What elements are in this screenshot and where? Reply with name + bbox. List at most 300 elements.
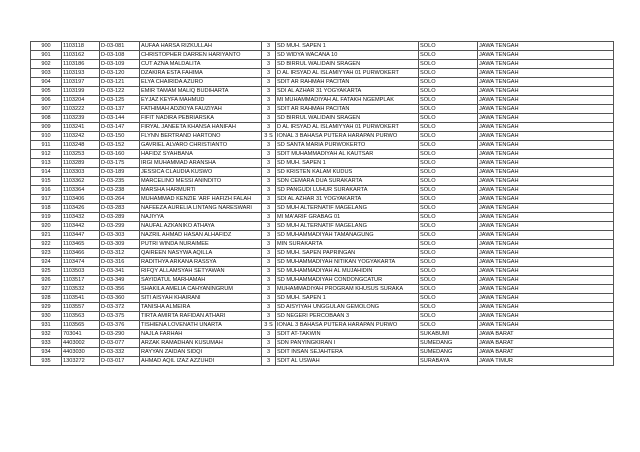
participant-code-cell: D-03-332	[100, 348, 140, 357]
table-row	[31, 204, 614, 213]
table-row	[31, 330, 614, 339]
participant-id-cell: 1103563	[62, 312, 100, 321]
city-cell: SOLO	[419, 42, 478, 51]
table-row	[31, 168, 614, 177]
school-name-cell: SDI AL AZHAR 31 YOGYAKARTA	[276, 87, 419, 96]
participant-id-cell: 1103193	[62, 69, 100, 78]
participant-code-cell: D-03-160	[100, 150, 140, 159]
grade-cell: 3	[262, 96, 276, 105]
row-number-cell: 900	[31, 42, 62, 51]
table-row	[31, 339, 614, 348]
school-name-cell: SDN CEMARA DUA SURAKARTA	[276, 177, 419, 186]
school-name-cell: SDIT AL USWAH	[276, 357, 419, 366]
student-name-cell: RADITHYA ARKANA RASSYA	[140, 258, 262, 267]
participant-code-cell: D-03-375	[100, 312, 140, 321]
province-cell: JAWA TENGAH	[478, 312, 614, 321]
participant-code-cell: D-03-081	[100, 42, 140, 51]
student-name-cell: NAJLA FARHAH	[140, 330, 262, 339]
grade-cell: 3	[262, 231, 276, 240]
student-name-cell: ELYA CHAIRIDA AZURO	[140, 78, 262, 87]
participant-code-cell: D-03-189	[100, 168, 140, 177]
table-row	[31, 195, 614, 204]
student-name-cell: FIFIT NADIRA PEBRIARSKA	[140, 114, 262, 123]
province-cell: JAWA TENGAH	[478, 87, 614, 96]
province-cell: JAWA TENGAH	[478, 249, 614, 258]
table-row	[31, 141, 614, 150]
province-cell: JAWA TENGAH	[478, 42, 614, 51]
city-cell: SURABAYA	[419, 357, 478, 366]
province-cell: JAWA TIMUR	[478, 357, 614, 366]
table-row	[31, 78, 614, 87]
province-cell: JAWA TENGAH	[478, 213, 614, 222]
student-name-cell: RAYYAN ZAIDAN SIDQI	[140, 348, 262, 357]
province-cell: JAWA TENGAH	[478, 285, 614, 294]
row-number-cell: 929	[31, 303, 62, 312]
city-cell: SOLO	[419, 177, 478, 186]
table-row	[31, 249, 614, 258]
grade-cell: 3	[262, 348, 276, 357]
province-cell: JAWA TENGAH	[478, 168, 614, 177]
participant-id-cell: 1103447	[62, 231, 100, 240]
grade-cell: 3	[262, 258, 276, 267]
row-number-cell: 915	[31, 177, 62, 186]
grade-cell: 3	[262, 141, 276, 150]
province-cell: JAWA TENGAH	[478, 231, 614, 240]
province-cell: JAWA TENGAH	[478, 96, 614, 105]
row-number-cell: 903	[31, 69, 62, 78]
student-name-cell: QAIREEN NASYWA AQILLA	[140, 249, 262, 258]
school-name-cell: SD MUH. SAPEN 1	[276, 42, 419, 51]
row-number-cell: 922	[31, 240, 62, 249]
city-cell: SUKABUMI	[419, 330, 478, 339]
row-number-cell: 932	[31, 330, 62, 339]
participant-code-cell: D-03-144	[100, 114, 140, 123]
table-row	[31, 348, 614, 357]
participant-code-cell: D-03-283	[100, 204, 140, 213]
student-name-cell: DZAKIRA ESTA FAHIMA	[140, 69, 262, 78]
participant-id-cell: 1103241	[62, 123, 100, 132]
city-cell: SOLO	[419, 312, 478, 321]
school-name-cell: SDIT MUHAMMADIYAH AL KAUTSAR	[276, 150, 419, 159]
province-cell: JAWA TENGAH	[478, 321, 614, 330]
participant-code-cell: D-03-108	[100, 51, 140, 60]
student-name-cell: RIFQY ALLAMSYAH SETYAWAN	[140, 267, 262, 276]
table-row	[31, 357, 614, 366]
grade-cell: 3	[262, 294, 276, 303]
table-row	[31, 60, 614, 69]
table-row	[31, 276, 614, 285]
table-row	[31, 231, 614, 240]
participant-id-cell: 1103503	[62, 267, 100, 276]
participant-id-cell: 1103204	[62, 96, 100, 105]
participant-code-cell: D-03-175	[100, 159, 140, 168]
school-name-cell: SD BIRRUL WALIDAIN SRAGEN	[276, 60, 419, 69]
grade-cell: 3	[262, 195, 276, 204]
participant-code-cell: D-03-299	[100, 222, 140, 231]
participant-code-cell: D-03-137	[100, 105, 140, 114]
participant-code-cell: D-03-121	[100, 78, 140, 87]
participant-id-cell: 1103466	[62, 249, 100, 258]
student-name-cell: JESSICA CLAUDIA KUSWO	[140, 168, 262, 177]
participant-code-cell: D-03-289	[100, 213, 140, 222]
student-name-cell: SHAKILA AMELIA CAHYANINGRUM	[140, 285, 262, 294]
row-number-cell: 934	[31, 348, 62, 357]
city-cell: SOLO	[419, 78, 478, 87]
school-name-cell: SDN PANYINGKIRAN I	[276, 339, 419, 348]
city-cell: SOLO	[419, 141, 478, 150]
grade-cell: 3	[262, 168, 276, 177]
grade-cell: 3	[262, 105, 276, 114]
grade-cell: 3 S	[262, 132, 276, 141]
participant-id-cell: 1103532	[62, 285, 100, 294]
participant-code-cell: D-03-238	[100, 186, 140, 195]
city-cell: SOLO	[419, 267, 478, 276]
grade-cell: 3	[262, 339, 276, 348]
student-name-cell: NAUFAL AZKANIKO ATHAYA	[140, 222, 262, 231]
school-name-cell: SDIT AR RAHMAH PACITAN	[276, 105, 419, 114]
student-name-cell: FIRYAL JANEETA KHANSA HANIFAH	[140, 123, 262, 132]
school-name-cell: SD MUHAMMADIYAH CONDONGCATUR	[276, 276, 419, 285]
city-cell: SOLO	[419, 195, 478, 204]
grade-cell: 3	[262, 276, 276, 285]
participant-id-cell: 1103222	[62, 105, 100, 114]
school-name-cell: SD MUH. SAPEN 1	[276, 159, 419, 168]
participant-code-cell: D-03-077	[100, 339, 140, 348]
table-row	[31, 123, 614, 132]
participant-id-cell: 1103474	[62, 258, 100, 267]
province-cell: JAWA TENGAH	[478, 267, 614, 276]
city-cell: SOLO	[419, 258, 478, 267]
school-name-cell: SDIT AR RAHMAH PACITAN	[276, 78, 419, 87]
city-cell: SOLO	[419, 105, 478, 114]
table-body	[31, 42, 614, 366]
city-cell: SOLO	[419, 96, 478, 105]
table-row	[31, 132, 614, 141]
participant-id-cell: 1103364	[62, 186, 100, 195]
grade-cell: 3	[262, 285, 276, 294]
city-cell: SOLO	[419, 231, 478, 240]
participant-id-cell: 1103565	[62, 321, 100, 330]
school-name-cell: MI MUHAMMADIYAH AL FATAKH NGEMPLAK	[276, 96, 419, 105]
school-name-cell: IONAL 3 BAHASA PUTERA HARAPAN PURWO	[276, 321, 419, 330]
table-row	[31, 114, 614, 123]
school-name-cell: SD WIDYA WACANA 10	[276, 51, 419, 60]
table-row	[31, 321, 614, 330]
participant-id-cell: 1103432	[62, 213, 100, 222]
row-number-cell: 918	[31, 204, 62, 213]
student-name-cell: NAZRIL AHMAD HASAN ALHAFIDZ	[140, 231, 262, 240]
participant-id-cell: 4403030	[62, 348, 100, 357]
participant-code-cell: D-03-017	[100, 357, 140, 366]
city-cell: SOLO	[419, 186, 478, 195]
table-row	[31, 285, 614, 294]
participant-id-cell: 1103303	[62, 168, 100, 177]
province-cell: JAWA TENGAH	[478, 195, 614, 204]
school-name-cell: SD PANGUDI LUHUR SURAKARTA	[276, 186, 419, 195]
participant-id-cell: 1103248	[62, 141, 100, 150]
province-cell: JAWA BARAT	[478, 348, 614, 357]
participant-code-cell: D-03-120	[100, 69, 140, 78]
participant-code-cell: D-03-122	[100, 87, 140, 96]
grade-cell: 3	[262, 69, 276, 78]
table-row	[31, 222, 614, 231]
city-cell: SOLO	[419, 87, 478, 96]
student-name-cell: HAFIDZ SYAHBANA	[140, 150, 262, 159]
school-name-cell: MIN SURAKARTA	[276, 240, 419, 249]
city-cell: SUMEDANG	[419, 348, 478, 357]
province-cell: JAWA TENGAH	[478, 294, 614, 303]
participant-id-cell: 1103242	[62, 132, 100, 141]
grade-cell: 3	[262, 204, 276, 213]
province-cell: JAWA TENGAH	[478, 276, 614, 285]
table-row	[31, 159, 614, 168]
city-cell: SOLO	[419, 123, 478, 132]
row-number-cell: 905	[31, 87, 62, 96]
row-number-cell: 931	[31, 321, 62, 330]
city-cell: SOLO	[419, 150, 478, 159]
table-row	[31, 240, 614, 249]
province-cell: JAWA TENGAH	[478, 159, 614, 168]
school-name-cell: SD KRISTEN KALAM KUDUS	[276, 168, 419, 177]
participant-code-cell: D-03-356	[100, 285, 140, 294]
table-row	[31, 294, 614, 303]
participant-id-cell: 1103541	[62, 294, 100, 303]
row-number-cell: 901	[31, 51, 62, 60]
grade-cell: 3	[262, 357, 276, 366]
row-number-cell: 907	[31, 105, 62, 114]
row-number-cell: 902	[31, 60, 62, 69]
student-name-cell: SAYIDATUL MARHAMAH	[140, 276, 262, 285]
participant-code-cell: D-03-360	[100, 294, 140, 303]
grade-cell: 3	[262, 312, 276, 321]
student-name-cell: TIRTA AMIRTA RAFIDAN ATHARI	[140, 312, 262, 321]
student-name-cell: NAJIYYA	[140, 213, 262, 222]
student-name-cell: CUT AZNA MALDALITA	[140, 60, 262, 69]
grade-cell: 3	[262, 159, 276, 168]
grade-cell: 3	[262, 51, 276, 60]
participant-table	[30, 41, 614, 366]
province-cell: JAWA TENGAH	[478, 240, 614, 249]
city-cell: SOLO	[419, 240, 478, 249]
student-name-cell: SITI AISYAH KHAIRANI	[140, 294, 262, 303]
school-name-cell: SD AISYIYAH UNGGULAN GEMOLONG	[276, 303, 419, 312]
grade-cell: 3	[262, 330, 276, 339]
school-name-cell: IONAL 3 BAHASA PUTERA HARAPAN PURWO	[276, 132, 419, 141]
participant-code-cell: D-03-376	[100, 321, 140, 330]
student-name-cell: PUTRI WINDA NURAIMEE	[140, 240, 262, 249]
city-cell: SOLO	[419, 249, 478, 258]
row-number-cell: 920	[31, 222, 62, 231]
row-number-cell: 928	[31, 294, 62, 303]
school-name-cell: SD NEGERI PERCOBAAN 3	[276, 312, 419, 321]
province-cell: JAWA TENGAH	[478, 258, 614, 267]
table-row	[31, 258, 614, 267]
participant-code-cell: D-03-150	[100, 132, 140, 141]
participant-id-cell: 1103442	[62, 222, 100, 231]
row-number-cell: 916	[31, 186, 62, 195]
participant-code-cell: D-03-372	[100, 303, 140, 312]
province-cell: JAWA TENGAH	[478, 69, 614, 78]
province-cell: JAWA TENGAH	[478, 141, 614, 150]
table-row	[31, 42, 614, 51]
city-cell: SOLO	[419, 222, 478, 231]
participant-id-cell: 1103186	[62, 60, 100, 69]
participant-id-cell: 1103517	[62, 276, 100, 285]
school-name-cell: MI MA'ARIF GRABAG 01	[276, 213, 419, 222]
grade-cell: 3 S	[262, 321, 276, 330]
participant-id-cell: 1303272	[62, 357, 100, 366]
school-name-cell: SD BIRRUL WALIDAIN SRAGEN	[276, 114, 419, 123]
table-row	[31, 213, 614, 222]
table-row	[31, 303, 614, 312]
participant-code-cell: D-03-264	[100, 195, 140, 204]
province-cell: JAWA TENGAH	[478, 150, 614, 159]
table-row	[31, 51, 614, 60]
school-name-cell: SD SANTA MARIA PURWOKERTO	[276, 141, 419, 150]
city-cell: SOLO	[419, 285, 478, 294]
participant-code-cell: D-03-235	[100, 177, 140, 186]
row-number-cell: 919	[31, 213, 62, 222]
participant-code-cell: D-03-341	[100, 267, 140, 276]
grade-cell: 3	[262, 78, 276, 87]
student-name-cell: TANISHA ALMEIRA	[140, 303, 262, 312]
participant-id-cell: 1103362	[62, 177, 100, 186]
participant-id-cell: 1103199	[62, 87, 100, 96]
grade-cell: 3	[262, 267, 276, 276]
participant-id-cell: 1103426	[62, 204, 100, 213]
school-name-cell: SDIT AT-TAKWIN	[276, 330, 419, 339]
province-cell: JAWA TENGAH	[478, 114, 614, 123]
participant-code-cell: D-03-147	[100, 123, 140, 132]
province-cell: JAWA TENGAH	[478, 78, 614, 87]
table-row	[31, 105, 614, 114]
row-number-cell: 923	[31, 249, 62, 258]
grade-cell: 3	[262, 114, 276, 123]
province-cell: JAWA TENGAH	[478, 132, 614, 141]
city-cell: SOLO	[419, 321, 478, 330]
table-row	[31, 312, 614, 321]
city-cell: SOLO	[419, 168, 478, 177]
participant-id-cell: 4403002	[62, 339, 100, 348]
row-number-cell: 913	[31, 159, 62, 168]
row-number-cell: 912	[31, 150, 62, 159]
participant-id-cell: 1103197	[62, 78, 100, 87]
row-number-cell: 914	[31, 168, 62, 177]
city-cell: SUMEDANG	[419, 339, 478, 348]
student-name-cell: CHRISTOPHER DARREN HARIYANTO	[140, 51, 262, 60]
city-cell: SOLO	[419, 114, 478, 123]
school-name-cell: SD MUHAMMADIYAH TAMANAGUNG	[276, 231, 419, 240]
province-cell: JAWA TENGAH	[478, 186, 614, 195]
school-name-cell: SD MUHAMMADIYAH NITIKAN YOGYAKARTA	[276, 258, 419, 267]
participant-id-cell: 1103118	[62, 42, 100, 51]
participant-code-cell: D-03-303	[100, 231, 140, 240]
row-number-cell: 926	[31, 276, 62, 285]
grade-cell: 3	[262, 60, 276, 69]
participant-id-cell: 1103239	[62, 114, 100, 123]
table-row	[31, 177, 614, 186]
participant-id-cell: 1103289	[62, 159, 100, 168]
city-cell: SOLO	[419, 294, 478, 303]
table-row	[31, 267, 614, 276]
participant-code-cell: D-03-312	[100, 249, 140, 258]
student-name-cell: AUFAA HARSA RIZKULLAH	[140, 42, 262, 51]
student-name-cell: NAFEEZA AURELIA LINTANG NARESWARI	[140, 204, 262, 213]
city-cell: SOLO	[419, 60, 478, 69]
student-name-cell: MARCELINO MESSI ANINDITO	[140, 177, 262, 186]
grade-cell: 3	[262, 177, 276, 186]
table-row	[31, 96, 614, 105]
grade-cell: 3	[262, 186, 276, 195]
student-name-cell: MUHAMMAD KENZIE 'ARF HAFIZH FALAH	[140, 195, 262, 204]
province-cell: JAWA TENGAH	[478, 303, 614, 312]
participant-code-cell: D-03-152	[100, 141, 140, 150]
student-name-cell: EYJAZ KEYFA MAHMUD	[140, 96, 262, 105]
table-row	[31, 186, 614, 195]
participant-id-cell: 1103253	[62, 150, 100, 159]
student-name-cell: FATHIMAH ADZKIYA FAUZIYAH	[140, 105, 262, 114]
row-number-cell: 930	[31, 312, 62, 321]
student-name-cell: ARZAK RAMADHAN KUSUMAH	[140, 339, 262, 348]
table-row	[31, 150, 614, 159]
row-number-cell: 925	[31, 267, 62, 276]
grade-cell: 3	[262, 240, 276, 249]
student-name-cell: TISHIENA LOVENATH UNARTA	[140, 321, 262, 330]
province-cell: JAWA TENGAH	[478, 123, 614, 132]
student-name-cell: AHMAD AQIL IZAZ AZZUHDI	[140, 357, 262, 366]
city-cell: SOLO	[419, 159, 478, 168]
student-name-cell: IRGI MUHAMMAD ARANSHA	[140, 159, 262, 168]
row-number-cell: 935	[31, 357, 62, 366]
school-name-cell: MUHAMMADIYAH PROGRAM KHUSUS SURAKA	[276, 285, 419, 294]
school-name-cell: SDI AL AZHAR 31 YOGYAKARTA	[276, 195, 419, 204]
city-cell: SOLO	[419, 132, 478, 141]
grade-cell: 3	[262, 222, 276, 231]
participant-code-cell: D-03-309	[100, 240, 140, 249]
participant-code-cell: D-03-109	[100, 60, 140, 69]
grade-cell: 3	[262, 42, 276, 51]
city-cell: SOLO	[419, 69, 478, 78]
school-name-cell: SD MUH ALTERNATIF MAGELANG	[276, 222, 419, 231]
city-cell: SOLO	[419, 213, 478, 222]
grade-cell: 3	[262, 303, 276, 312]
city-cell: SOLO	[419, 51, 478, 60]
province-cell: JAWA TENGAH	[478, 60, 614, 69]
participant-id-cell: 1103406	[62, 195, 100, 204]
table-row	[31, 87, 614, 96]
student-name-cell: FLYNN BERTRAND HARTONO	[140, 132, 262, 141]
participant-id-cell: 1103162	[62, 51, 100, 60]
row-number-cell: 924	[31, 258, 62, 267]
province-cell: JAWA TENGAH	[478, 204, 614, 213]
row-number-cell: 917	[31, 195, 62, 204]
school-name-cell: D AL IRSYAD AL ISLAMIYYAH 01 PURWOKERT	[276, 69, 419, 78]
participant-code-cell: D-03-316	[100, 258, 140, 267]
grade-cell: 3	[262, 249, 276, 258]
province-cell: JAWA TENGAH	[478, 177, 614, 186]
school-name-cell: D AL IRSYAD AL ISLAMIYYAH 01 PURWOKERT	[276, 123, 419, 132]
row-number-cell: 911	[31, 141, 62, 150]
row-number-cell: 908	[31, 114, 62, 123]
grade-cell: 3	[262, 123, 276, 132]
city-cell: SOLO	[419, 276, 478, 285]
grade-cell: 3	[262, 87, 276, 96]
table-row	[31, 69, 614, 78]
participant-code-cell: D-03-125	[100, 96, 140, 105]
city-cell: SOLO	[419, 303, 478, 312]
student-name-cell: EMIR TAMAM MALIQ BUDIHARTA	[140, 87, 262, 96]
province-cell: JAWA BARAT	[478, 339, 614, 348]
